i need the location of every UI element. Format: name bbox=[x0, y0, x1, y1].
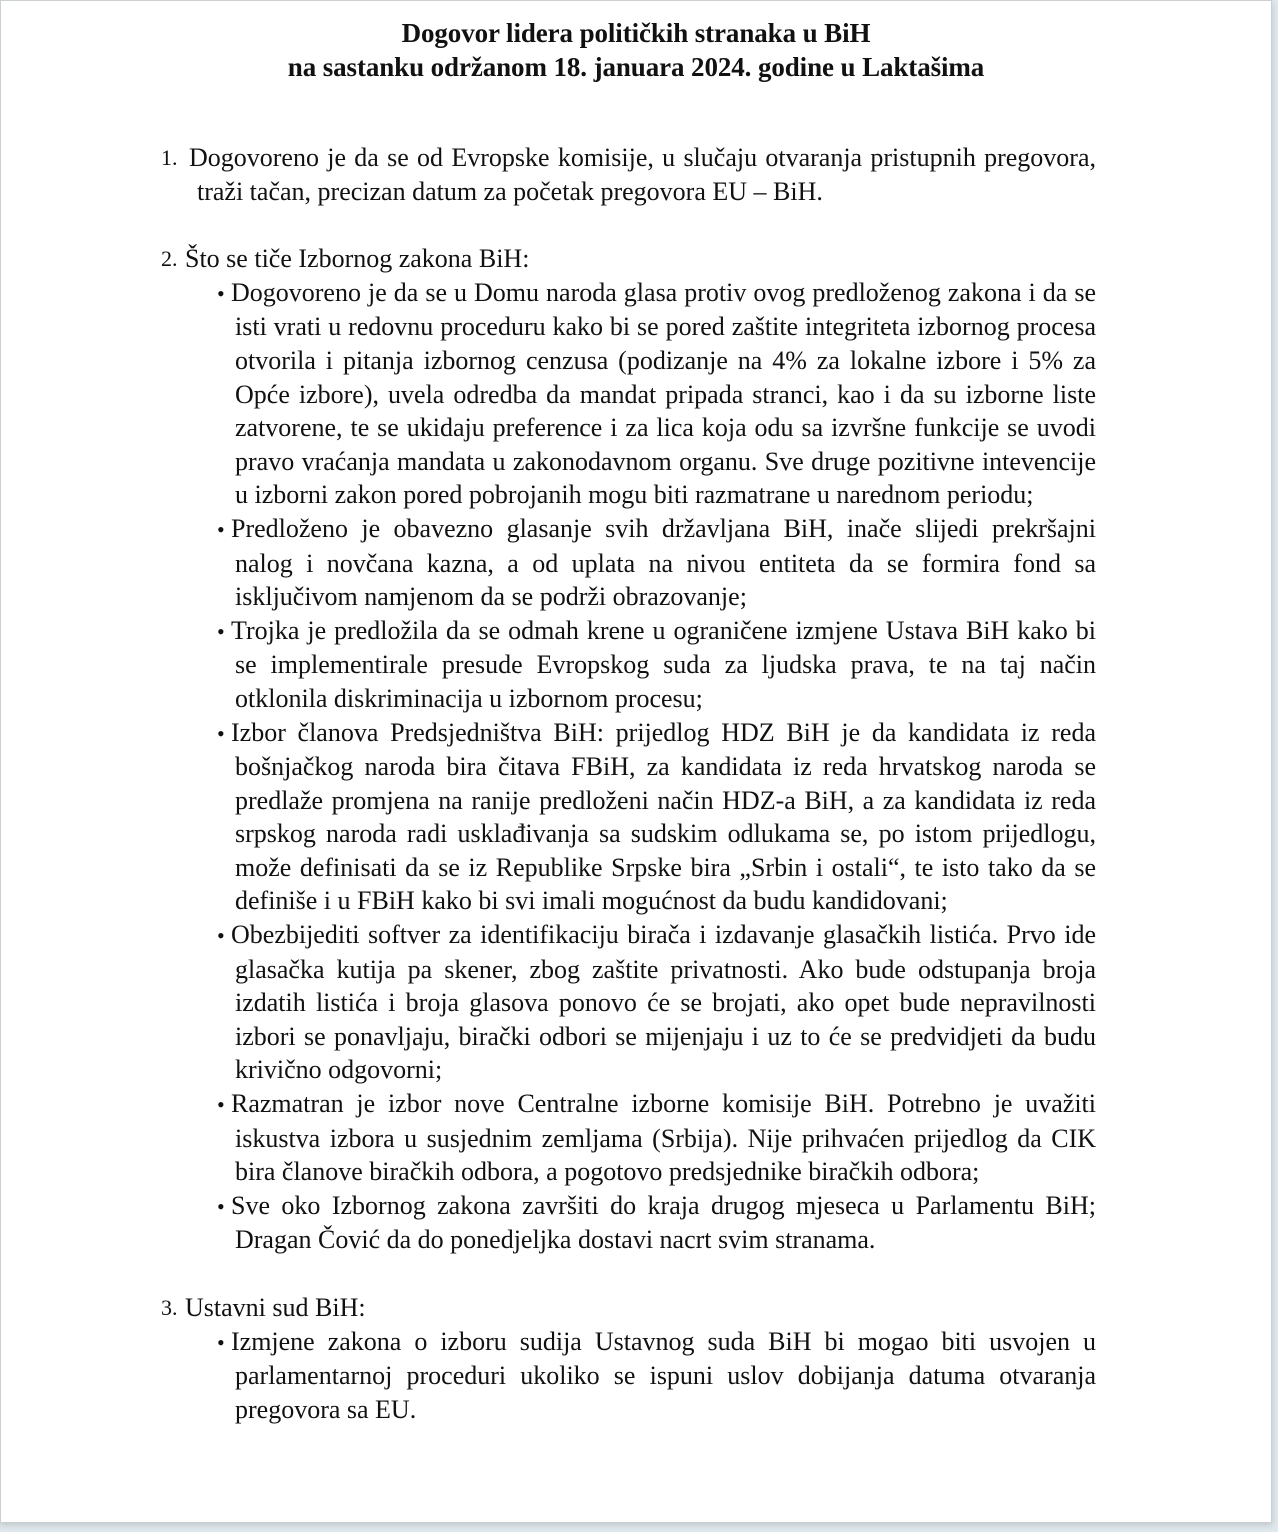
bullet-icon: • bbox=[217, 1329, 225, 1355]
bullet-item bbox=[161, 1189, 1096, 1257]
bullet-text: Izmjene zakona o izboru sudija Ustavnog suda BiH bi mogao biti usvojen u parlamentarnoj proceduri ukoliko se ispuni uslov dobijanja datuma otvaranja pregovora sa EU. bbox=[231, 1326, 1096, 1424]
item-number: 3. bbox=[161, 1295, 178, 1320]
bullet-item bbox=[161, 1087, 1096, 1189]
bullet-text: Dogovoreno je da se u Domu naroda glasa protiv ovog predloženog zakona i da se isti vrati u redovnu proceduru kako bi se pored zaštite integriteta izbornog procesa otvorila i pitanja izbornog cenzusa (podizanje na 4% za lokalne izbore i 5% za Opće izbore), uvela odredba da mandat pripada stranci, kao i da su izborne liste zatvorene, te se ukidaju preference i za lica koja odu sa izvršne funkcije se uvodi pravo vraćanja mandata u zakonodavnom organu. Sve druge pozitivne intevencije u izborni zakon pored pobrojanih mogu biti razmatrane u narednom periodu; bbox=[231, 277, 1096, 510]
list-item-2 bbox=[161, 242, 1096, 1257]
bullet-text: Izbor članova Predsjedništva BiH: prijedlog HDZ BiH je da kandidata iz reda bošnjačkog naroda bira čitava FBiH, za kandidata iz reda hrvatskog naroda se predlaže promjena na ranije predloženi način HDZ-a BiH, a za kandidata iz reda srpskog naroda radi usklađivanja sa sudskim odlukama se, po istom prijedlogu, može definisati da se iz Republike Srpske bira „Srbin i ostali“, te isto tako da se definiše i u FBiH kako bi svi imali mogućnost da budu kandidovani; bbox=[231, 717, 1096, 916]
bullet-icon: • bbox=[217, 923, 225, 949]
bullet-item bbox=[161, 1325, 1096, 1427]
item-number: 2. bbox=[161, 246, 178, 272]
bullet-icon: • bbox=[217, 1193, 225, 1219]
bullet-item bbox=[161, 276, 1096, 512]
document-title bbox=[1, 16, 1271, 84]
item-heading: Što se tiče Izbornog zakona BiH: bbox=[185, 244, 530, 274]
bullet-item bbox=[161, 918, 1096, 1087]
bullet-list bbox=[161, 1325, 1096, 1427]
bullet-icon: • bbox=[217, 1092, 225, 1118]
spacer bbox=[161, 1257, 1096, 1291]
title-line-1: Dogovor lidera političkih stranaka u BiH bbox=[401, 18, 871, 48]
bullet-text: Predloženo je obavezno glasanje svih državljana BiH, inače slijedi prekršajni nalog i novčana kazna, a od uplata na nivou entiteta da se formira fond sa isključivom namjenom da se podrži obrazovanje; bbox=[231, 513, 1096, 612]
bullet-text: Trojka je predložila da se odmah krene u ograničene izmjene Ustava BiH kako bi se implementirale presude Evropskog suda za ljudska prava, te na taj način otklonila diskriminacija u izbornom procesu; bbox=[231, 615, 1096, 713]
item-text: Dogovoreno je da se od Evropske komisije, u slučaju otvaranja pristupnih pregovora, traži tačan, precizan datum za početak pregovora EU – BiH. bbox=[189, 143, 1096, 206]
spacer bbox=[161, 208, 1096, 242]
bullet-icon: • bbox=[217, 280, 225, 306]
bullet-list bbox=[161, 276, 1096, 1257]
bullet-item bbox=[161, 716, 1096, 919]
item-heading: Ustavni sud BiH: bbox=[185, 1293, 366, 1322]
title-line-2: na sastanku održanom 18. januara 2024. godine u Laktašima bbox=[287, 52, 985, 82]
bullet-icon: • bbox=[217, 720, 225, 746]
item-number: 1. bbox=[161, 145, 178, 170]
bullet-icon: • bbox=[217, 516, 225, 542]
bullet-text: Obezbijediti softver za identifikaciju birača i izdavanje glasačkih listića. Prvo ide glasačka kutija pa skener, zbog zaštite privatnosti. Ako bude odstupanja broja izdatih listića i broja glasova ponovo će se brojati, ako opet bude nepravilnosti izbori se ponavljaju, birački odbori se mijenjaju i uz to će se predvidjeti da budu krivično odgovorni; bbox=[231, 920, 1096, 1085]
bullet-text: Razmatran je izbor nove Centralne izborne komisije BiH. Potrebno je uvažiti iskustva izbora u susjednim zemljama (Srbija). Nije prihvaćen prijedlog da CIK bira članove biračkih odbora, a pogotovo predsjednike biračkih odbora; bbox=[231, 1089, 1096, 1187]
list-item-1 bbox=[161, 141, 1096, 208]
bullet-item bbox=[161, 512, 1096, 614]
bullet-icon: • bbox=[217, 618, 225, 644]
bullet-item bbox=[161, 614, 1096, 716]
document-body bbox=[161, 141, 1096, 1426]
list-item-3 bbox=[161, 1291, 1096, 1426]
bullet-text: Sve oko Izbornog zakona završiti do kraja drugog mjeseca u Parlamentu BiH; Dragan Čović da do ponedjeljka dostavi nacrt svim stranama. bbox=[231, 1190, 1096, 1255]
